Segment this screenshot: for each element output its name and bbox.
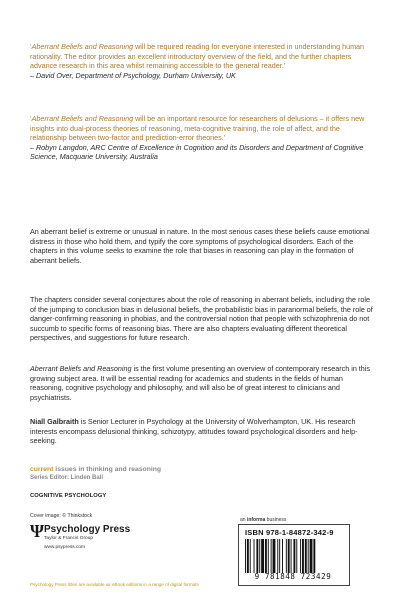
isbn-barcode [238, 524, 350, 586]
description-paragraph-2: The chapters consider several conjectures about the role of reasoning in aberrant beliefs, including the role of the jumping to conclusion bias in delusional beliefs, the probabilistic bias in paranormal beliefs, the role of danger-confirming reasoning in phobias, and the controversial notion that people with schizophrenia do not succumb to specific forms of reasoning bias. There are also chapters evaluating different theoretical perspectives, and suggestions for future research. [30, 295, 373, 343]
review-quote-1: ‘Aberrant Beliefs and Reasoning will be required reading for everyone interested in understanding human rationality. The editor provides an excellent introductory overview of the field, and the further chapters advance research in this area whilst remaining accessible to the general reader.’ – David Over, Department of Psychology, Durham University, UK [30, 42, 365, 80]
barcode-icon [243, 539, 343, 573]
review-quote-2: ‘Aberrant Beliefs and Reasoning will be an important resource for researchers of delusions – it offers new insights into dual-process theories of reasoning, meta-cognitive training, the role of affect, and the relationship between two-factor and prediction-error theories.’ – Robyn Langdon, ARC Centre of Excellence in Cognition and its Disorders and Department of Cognitive Science, Macquarie University, Australia [30, 114, 365, 162]
quote-1-title: Aberrant Beliefs and Reasoning [31, 42, 134, 51]
quote-1-attribution: – David Over, Department of Psychology, Durham University, UK [30, 70, 236, 80]
series-title: current issues in thinking and reasoning [30, 466, 162, 473]
isbn-label: ISBN 978-1-84872-342-9 [245, 528, 334, 537]
paragraph-3-body: is the first volume presenting an overview of contemporary research in this growing subject area. It will be essential reading for academics and students in the fields of human reasoning, cognitive psychology and philosophy, and will also be of great interest to clinicians and psychiatrists. [30, 364, 370, 402]
ebook-footnote: Psychology Press titles are available as eBook editions in a range of digital formats [30, 582, 199, 587]
subject-category: COGNITIVE PSYCHOLOGY [30, 493, 107, 499]
quote-2-title: Aberrant Beliefs and Reasoning [31, 114, 134, 123]
quote-2-body: will be an important resource for researchers of delusions – it offers new insights into dual-process theories of reasoning, meta-cognitive training, the role of affect, and the relationship between two-factor and prediction-error theories.’ [30, 114, 365, 143]
series-editor: Series Editor: Linden Ball [30, 475, 104, 481]
publisher-name: Psychology Press [44, 524, 131, 535]
author-name: Niall Galbraith [30, 417, 79, 426]
author-bio [30, 417, 375, 446]
publisher-logo [30, 522, 170, 552]
publisher-url: www.psypress.com [44, 545, 86, 550]
barcode-digits: 9 781848 723429 [254, 572, 332, 581]
description-paragraph-1: An aberrant belief is extreme or unusual in nature. In the most serious cases these beliefs cause emotional distress in those who hold them, and typify the core symptoms of psychological disorders. Each of the chapters in this volume seeks to examine the role that biases in reasoning can play in the formation of aberrant beliefs. [30, 227, 370, 265]
cover-credit: Cover image: © Thinkstock [30, 513, 93, 519]
description-paragraph-3 [30, 364, 375, 402]
psi-logo-icon: Ψ [30, 521, 45, 541]
publisher-group: Taylor & Francis Group [44, 536, 94, 541]
quote-1-body: will be required reading for everyone interested in understanding human rationality. The editor provides an excellent introductory overview of the field, and the further chapters advance research in this area whilst remaining accessible to the general reader.’ [30, 42, 365, 71]
quote-2-attribution: – Robyn Langdon, ARC Centre of Excellence in Cognition and its Disorders and Department of Cognitive Science, Macquarie University, Australia [30, 142, 364, 162]
author-bio-body: is Senior Lecturer in Psychology at the University of Wolverhampton, UK. His research interests encompass delusional thinking, schizotypy, attitudes toward psychological disorders and help-seeking. [30, 417, 358, 446]
series-block [30, 465, 161, 483]
informa-tagline: an informa business [240, 517, 287, 523]
paragraph-3-title: Aberrant Beliefs and Reasoning [30, 364, 132, 373]
